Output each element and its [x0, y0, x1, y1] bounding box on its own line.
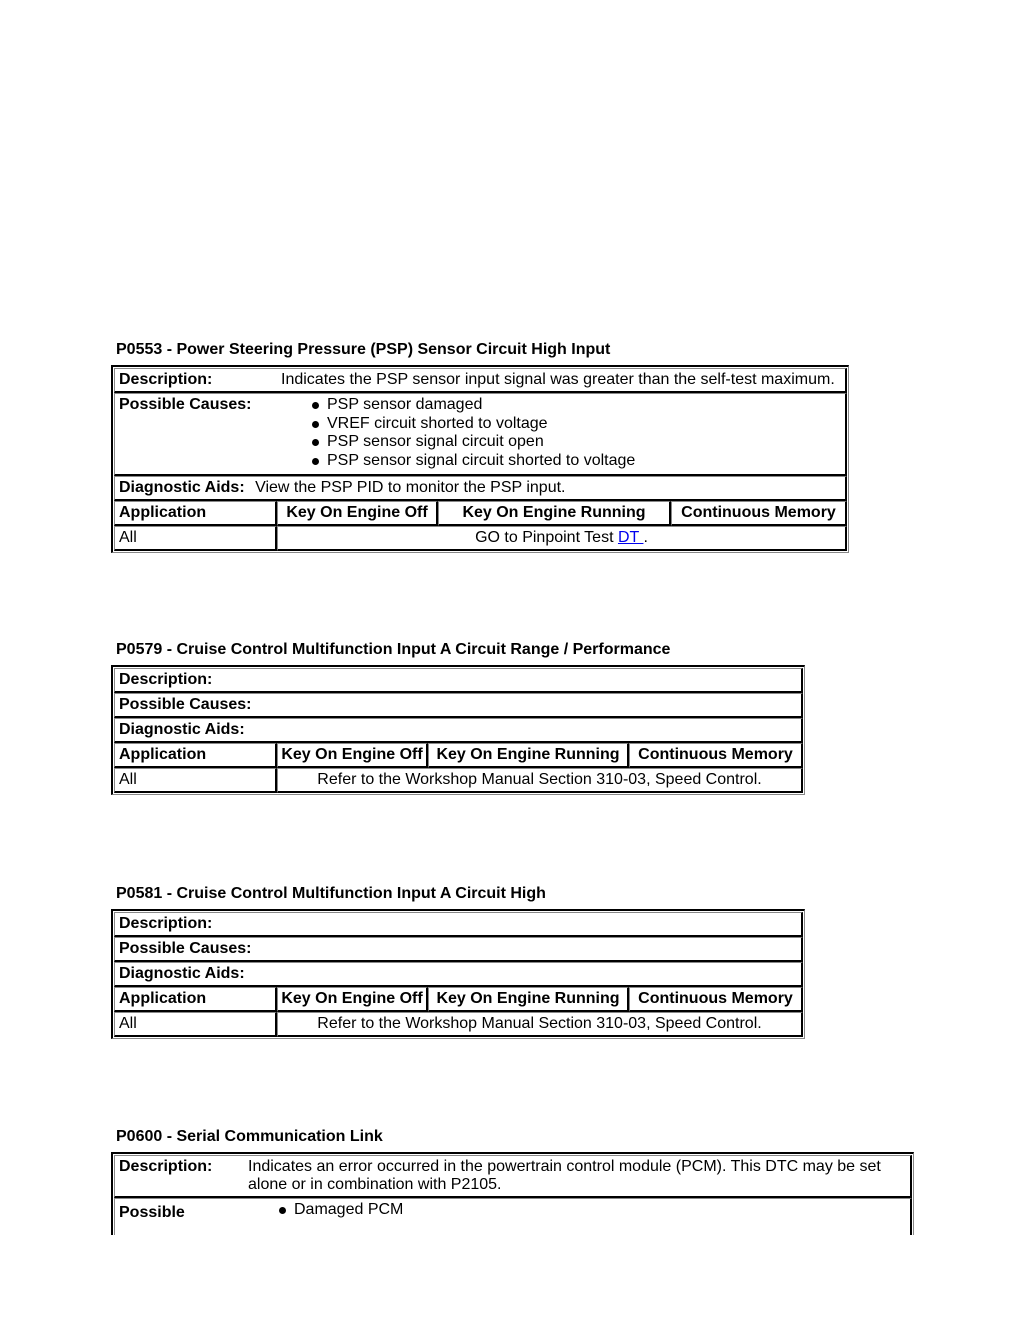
description-label: Description: [114, 368, 277, 393]
header-koer: Key On Engine Running [428, 987, 629, 1012]
table-row [114, 1012, 803, 1037]
diagnostic-aids-row [114, 476, 847, 501]
description-text: Indicates an error occurred in the powertrain control module (PCM). This DTC may be set alone or in combination with P2105. [244, 1155, 912, 1198]
possible-causes-row [114, 693, 803, 718]
list-item: PSP sensor signal circuit open [327, 433, 841, 452]
dtc-section-p0553 [111, 340, 849, 553]
possible-causes-row [114, 1198, 912, 1235]
header-application: Application [114, 501, 277, 526]
dtc-table [111, 909, 805, 1039]
action-cell [277, 526, 847, 551]
diagnostic-aids-text: View the PSP PID to monitor the PSP input. [255, 479, 566, 496]
description-row [114, 668, 803, 693]
description-label: Description: [114, 1155, 244, 1198]
action-cell: Refer to the Workshop Manual Section 310-03, Speed Control. [277, 768, 803, 793]
dtc-section-p0579 [111, 640, 805, 795]
application-value: All [114, 768, 277, 793]
description-row [114, 368, 847, 393]
table-row [114, 768, 803, 793]
diagnostic-aids-row [114, 718, 803, 743]
dtc-table [111, 365, 849, 553]
list-item: Damaged PCM [294, 1201, 906, 1220]
dtc-title: P0553 - Power Steering Pressure (PSP) Sensor Circuit High Input [116, 341, 611, 358]
diagnostic-aids-label: Diagnostic Aids: [114, 962, 803, 987]
header-koer: Key On Engine Running [438, 501, 671, 526]
possible-causes-row [114, 393, 847, 476]
header-row [114, 501, 847, 526]
diagnostic-aids-label: Diagnostic Aids: [114, 718, 803, 743]
application-value: All [114, 1012, 277, 1037]
description-row [114, 912, 803, 937]
application-value: All [114, 526, 277, 551]
possible-causes-row [114, 937, 803, 962]
header-koer: Key On Engine Running [428, 743, 629, 768]
list-item: PSP sensor damaged [327, 396, 841, 415]
possible-causes-label: Possible Causes: [114, 937, 803, 962]
action-prefix: GO to Pinpoint Test [475, 529, 618, 546]
dtc-table [111, 1152, 914, 1235]
table-row [114, 526, 847, 551]
header-koeo: Key On Engine Off [277, 501, 438, 526]
action-cell: Refer to the Workshop Manual Section 310-03, Speed Control. [277, 1012, 803, 1037]
dtc-table [111, 665, 805, 795]
list-item: PSP sensor signal circuit shorted to voltage [327, 452, 841, 471]
header-row [114, 987, 803, 1012]
description-text: Indicates the PSP sensor input signal was greater than the self-test maximum. [277, 368, 847, 393]
possible-causes-cell [277, 393, 847, 476]
description-label: Description: [114, 912, 803, 937]
possible-causes-cell [244, 1198, 912, 1235]
header-application: Application [114, 987, 277, 1012]
dtc-title: P0579 - Cruise Control Multifunction Input A Circuit Range / Performance [116, 641, 671, 658]
causes-list [248, 1201, 906, 1220]
dtc-title: P0600 - Serial Communication Link [116, 1128, 383, 1145]
diagnostic-aids-row [114, 962, 803, 987]
dtc-section-p0581 [111, 884, 805, 1039]
description-label: Description: [114, 668, 803, 693]
header-row [114, 743, 803, 768]
action-suffix: . [643, 529, 648, 546]
pinpoint-test-link[interactable]: DT [617, 529, 644, 546]
diagnostic-aids-cell [114, 476, 847, 501]
list-item: VREF circuit shorted to voltage [327, 415, 841, 434]
dtc-section-p0600 [111, 1127, 914, 1235]
dtc-title: P0581 - Cruise Control Multifunction Input A Circuit High [116, 885, 546, 902]
header-continuous-memory: Continuous Memory [671, 501, 847, 526]
header-koeo: Key On Engine Off [277, 743, 428, 768]
possible-causes-label: Possible Causes: [114, 693, 803, 718]
header-continuous-memory: Continuous Memory [629, 987, 803, 1012]
description-row [114, 1155, 912, 1198]
header-continuous-memory: Continuous Memory [629, 743, 803, 768]
causes-list [281, 396, 841, 470]
possible-causes-label: Possible [114, 1198, 244, 1235]
header-koeo: Key On Engine Off [277, 987, 428, 1012]
possible-causes-label: Possible Causes: [114, 393, 277, 476]
diagnostic-aids-label: Diagnostic Aids: [119, 479, 245, 496]
header-application: Application [114, 743, 277, 768]
